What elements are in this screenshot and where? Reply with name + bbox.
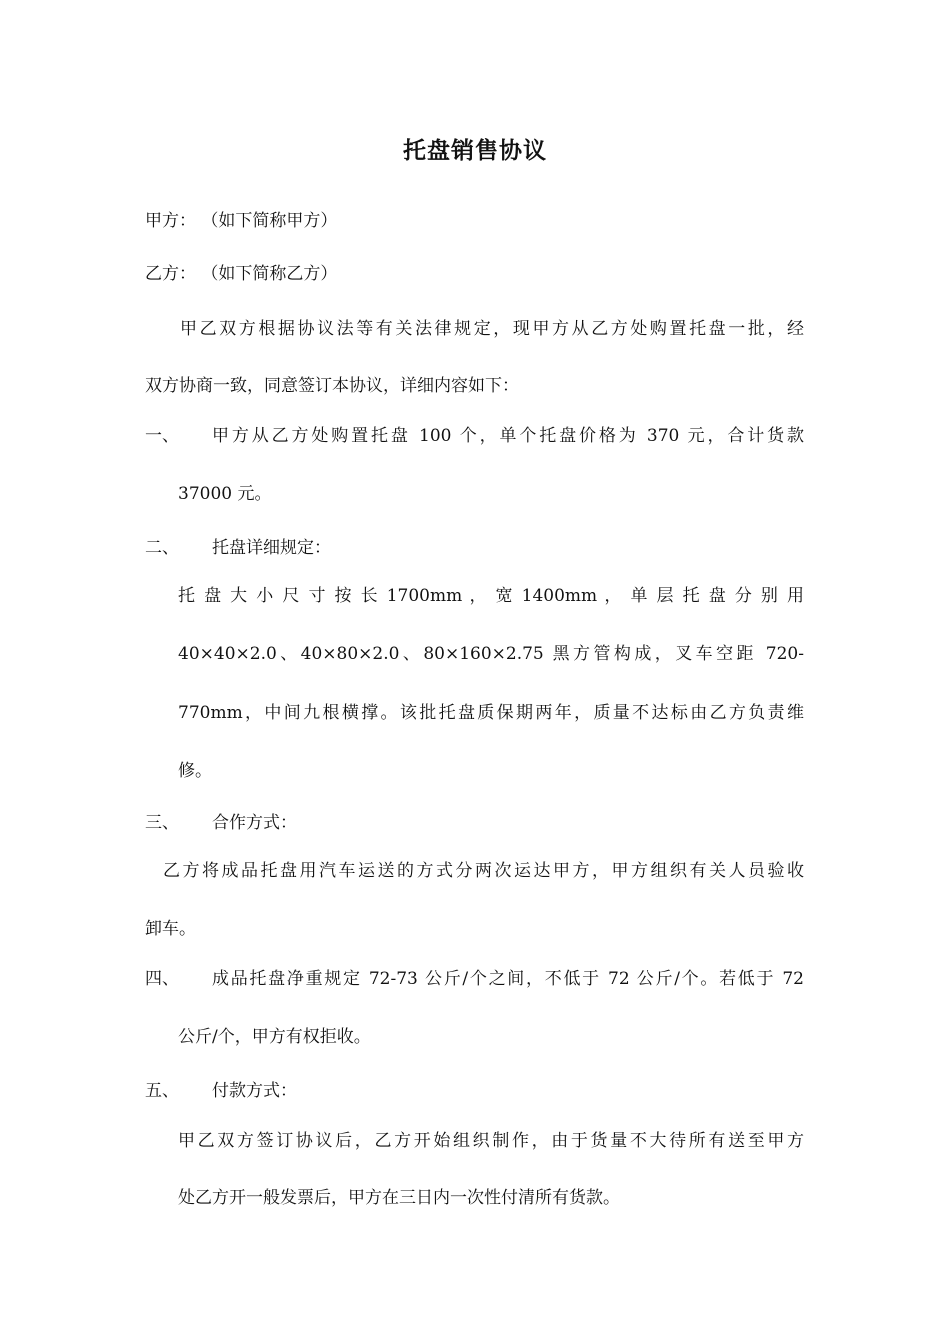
section-4-line-2: 公斤/个，甲方有权拒收。: [178, 1027, 371, 1047]
section-2-body-3: 770mm，中间九根横撑。该批托盘质保期两年，质量不达标由乙方负责维: [178, 703, 804, 723]
section-1-line-2: 37000 元。: [178, 484, 272, 504]
document-title: 托盘销售协议: [403, 137, 547, 164]
section-4-line-1: 成品托盘净重规定 72-73 公斤/个之间，不低于 72 公斤/个。若低于 72: [212, 969, 804, 989]
section-2-body-4: 修。: [178, 761, 212, 781]
section-2-body-1: 托 盘 大 小 尺 寸 按 长 1700mm ， 宽 1400mm ， 单 层 托 盘 分 别 用: [178, 586, 804, 606]
section-2-heading: 托盘详细规定：: [212, 538, 331, 558]
section-5-body-1: 甲乙双方签订协议后，乙方开始组织制作，由于货量不大待所有送至甲方: [178, 1131, 804, 1151]
section-5-heading: 付款方式：: [212, 1081, 297, 1101]
section-1-line-1: 甲方从乙方处购置托盘 100 个，单个托盘价格为 370 元，合计货款: [212, 426, 804, 446]
section-2-number: 二、: [145, 538, 179, 558]
party-b-line: 乙方： （如下简称乙方）: [145, 264, 338, 284]
section-5-body-2: 处乙方开一般发票后，甲方在三日内一次性付清所有货款。: [178, 1188, 620, 1208]
section-5-number: 五、: [145, 1081, 179, 1101]
intro-line-2: 双方协商一致，同意签订本协议，详细内容如下：: [145, 376, 519, 396]
section-3-body-2: 卸车。: [145, 919, 196, 939]
party-a-line: 甲方： （如下简称甲方）: [145, 211, 338, 231]
intro-line-1: 甲乙双方根据协议法等有关法律规定，现甲方从乙方处购置托盘一批，经: [180, 319, 804, 339]
section-4-number: 四、: [145, 969, 179, 989]
section-3-number: 三、: [145, 813, 179, 833]
section-3-body-1: 乙方将成品托盘用汽车运送的方式分两次运达甲方，甲方组织有关人员验收: [163, 861, 804, 881]
section-3-heading: 合作方式：: [212, 813, 297, 833]
section-1-number: 一、: [145, 426, 179, 446]
section-2-body-2: 40×40×2.0、40×80×2.0、80×160×2.75 黑方管构成，叉车空距 720-: [178, 644, 804, 664]
